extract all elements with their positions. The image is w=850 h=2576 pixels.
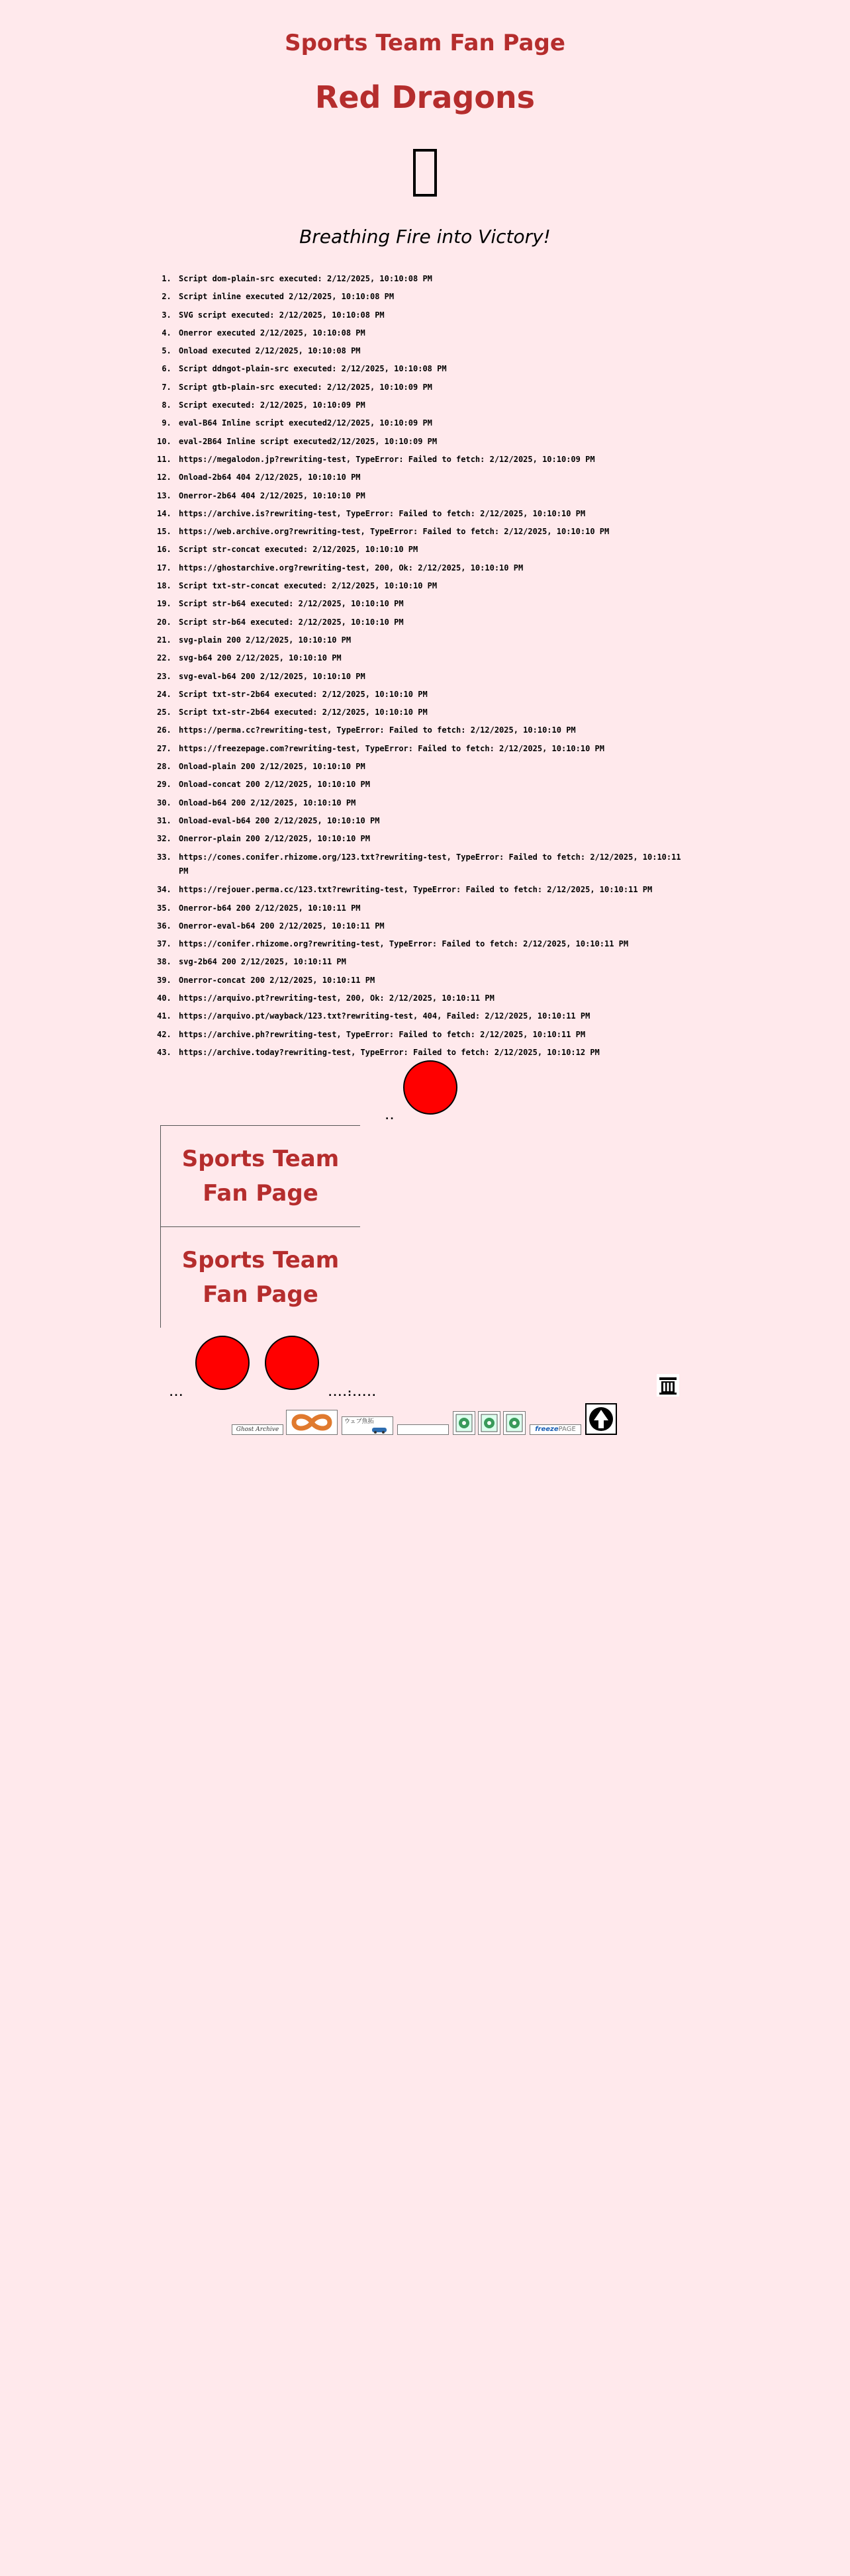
log-entry: 26. https://perma.cc?rewriting-test, TypeError: Failed to fetch: 2/12/2025, 10:10:10 PM (176, 721, 692, 739)
frame-title-top: Sports Team Fan Page (181, 1146, 340, 1207)
embedded-frames (160, 1125, 360, 1328)
log-entry: 21. svg-plain 200 2/12/2025, 10:10:10 PM (176, 631, 692, 649)
log-entry: 7. Script gtb-plain-src executed: 2/12/2025, 10:10:09 PM (176, 379, 692, 396)
infinity-badge[interactable] (286, 1410, 338, 1435)
perma-badge[interactable] (585, 1403, 617, 1435)
conifer-icon (481, 1414, 498, 1432)
archive-icon[interactable] (657, 1374, 679, 1397)
log-entry: 1. Script dom-plain-src executed: 2/12/2025, 10:10:08 PM (176, 270, 692, 288)
frame-title-bottom: Sports Team Fan Page (181, 1247, 340, 1308)
log-entry: 15. https://web.archive.org?rewriting-test, TypeError: Failed to fetch: 2/12/2025, 10:10:10 PM (176, 523, 692, 541)
conifer-badge-1[interactable] (453, 1411, 475, 1435)
log-entry: 5. Onload executed 2/12/2025, 10:10:08 PM (176, 342, 692, 360)
log-entry: 8. Script executed: 2/12/2025, 10:10:09 PM (176, 396, 692, 414)
infinity-icon (289, 1412, 335, 1433)
log-entry: 41. https://arquivo.pt/wayback/123.txt?rewriting-test, 404, Failed: 2/12/2025, 10:10:11 PM (176, 1007, 692, 1025)
ghost-archive-label: Ghost Archive (236, 1426, 279, 1433)
dots-left: ... (169, 1388, 184, 1399)
execution-log-list (0, 270, 692, 1062)
team-emblem (0, 136, 850, 209)
conifer-icon (506, 1414, 523, 1432)
log-entry: 27. https://freezepage.com?rewriting-test, TypeError: Failed to fetch: 2/12/2025, 10:10:10 PM (176, 740, 692, 758)
perma-up-arrow-icon (588, 1406, 614, 1432)
log-entry: 9. eval-B64 Inline script executed2/12/2025, 10:10:09 PM (176, 414, 692, 432)
log-entry: 19. Script str-b64 executed: 2/12/2025, 10:10:10 PM (176, 595, 692, 613)
site-title: Sports Team Fan Page (285, 30, 565, 56)
log-entry: 24. Script txt-str-2b64 executed: 2/12/2025, 10:10:10 PM (176, 686, 692, 704)
ghost-archive-badge[interactable] (232, 1424, 283, 1435)
log-entry: 4. Onerror executed 2/12/2025, 10:10:08 PM (176, 324, 692, 342)
log-entry: 20. Script str-b64 executed: 2/12/2025, 10:10:10 PM (176, 614, 692, 631)
log-entry: 39. Onerror-concat 200 2/12/2025, 10:10:11 PM (176, 972, 692, 989)
log-entry: 12. Onload-2b64 404 2/12/2025, 10:10:10 PM (176, 469, 692, 486)
red-circle-left (195, 1336, 250, 1390)
log-entry: 33. https://cones.conifer.rhizome.org/123.txt?rewriting-test, TypeError: Failed to fetch: 2/12/2025, 10:10:11 PM (176, 849, 692, 881)
log-entry: 36. Onerror-eval-b64 200 2/12/2025, 10:10:11 PM (176, 917, 692, 935)
dots-right: ....:..... (328, 1388, 377, 1399)
red-circle-top (403, 1060, 457, 1115)
red-circle-right (265, 1336, 319, 1390)
freezepage-prefix: freeze (535, 1426, 559, 1433)
conifer-icon (455, 1414, 473, 1432)
megalodon-label: ウェブ魚拓 (344, 1418, 374, 1425)
log-entry: 6. Script ddngot-plain-src executed: 2/12/2025, 10:10:08 PM (176, 360, 692, 378)
log-entry: 38. svg-2b64 200 2/12/2025, 10:10:11 PM (176, 953, 692, 971)
log-entry: 25. Script txt-str-2b64 executed: 2/12/2025, 10:10:10 PM (176, 704, 692, 721)
log-entry: 10. eval-2B64 Inline script executed2/12/2025, 10:10:09 PM (176, 433, 692, 451)
freezepage-badge[interactable] (530, 1424, 581, 1435)
log-entry: 29. Onload-concat 200 2/12/2025, 10:10:10 PM (176, 776, 692, 794)
embedded-frame-bottom[interactable] (160, 1226, 360, 1328)
megalodon-badge[interactable] (342, 1416, 393, 1435)
page-header (0, 0, 850, 250)
log-entry: 43. https://archive.today?rewriting-test, TypeError: Failed to fetch: 2/12/2025, 10:10:12 PM (176, 1044, 692, 1062)
team-slogan: Breathing Fire into Victory! (299, 226, 551, 248)
embedded-frame-top[interactable] (160, 1125, 360, 1226)
freezepage-suffix: PAGE (558, 1426, 576, 1433)
log-entry: 14. https://archive.is?rewriting-test, TypeError: Failed to fetch: 2/12/2025, 10:10:10 PM (176, 505, 692, 523)
log-entry: 42. https://archive.ph?rewriting-test, TypeError: Failed to fetch: 2/12/2025, 10:10:11 PM (176, 1026, 692, 1044)
log-entry: 31. Onload-eval-b64 200 2/12/2025, 10:10:10 PM (176, 812, 692, 830)
team-name: Red Dragons (314, 79, 536, 115)
log-entry: 18. Script txt-str-concat executed: 2/12/2025, 10:10:10 PM (176, 577, 692, 595)
log-entry: 35. Onerror-b64 200 2/12/2025, 10:10:11 PM (176, 899, 692, 917)
conifer-badge-3[interactable] (503, 1411, 526, 1435)
log-entry: 34. https://rejouer.perma.cc/123.txt?rewriting-test, TypeError: Failed to fetch: 2/12/2025, 10:10:11 PM (176, 881, 692, 899)
log-entry: 28. Onload-plain 200 2/12/2025, 10:10:10 PM (176, 758, 692, 776)
log-entry: 37. https://conifer.rhizome.org?rewriting-test, TypeError: Failed to fetch: 2/12/2025, 10:10:11 PM (176, 935, 692, 953)
log-entry: 16. Script str-concat executed: 2/12/2025, 10:10:10 PM (176, 541, 692, 559)
log-entry: 17. https://ghostarchive.org?rewriting-test, 200, Ok: 2/12/2025, 10:10:10 PM (176, 559, 692, 577)
conifer-badge-2[interactable] (478, 1411, 500, 1435)
log-entry: 40. https://arquivo.pt?rewriting-test, 200, Ok: 2/12/2025, 10:10:11 PM (176, 989, 692, 1007)
log-entry: 13. Onerror-2b64 404 2/12/2025, 10:10:10 PM (176, 487, 692, 505)
log-entry: 23. svg-eval-b64 200 2/12/2025, 10:10:10 PM (176, 668, 692, 686)
blank-badge[interactable] (397, 1424, 449, 1435)
car-icon (344, 1426, 391, 1434)
log-entry: 11. https://megalodon.jp?rewriting-test, TypeError: Failed to fetch: 2/12/2025, 10:10:09 PM (176, 451, 692, 469)
log-entry: 32. Onerror-plain 200 2/12/2025, 10:10:10 PM (176, 830, 692, 848)
log-entry: 22. svg-b64 200 2/12/2025, 10:10:10 PM (176, 649, 692, 667)
log-entry: 3. SVG script executed: 2/12/2025, 10:10:08 PM (176, 306, 692, 324)
dots-small: .. (385, 1111, 395, 1122)
missing-glyph-icon (413, 149, 437, 197)
log-entry: 2. Script inline executed 2/12/2025, 10:10:08 PM (176, 288, 692, 306)
log-entry: 30. Onload-b64 200 2/12/2025, 10:10:10 PM (176, 794, 692, 812)
